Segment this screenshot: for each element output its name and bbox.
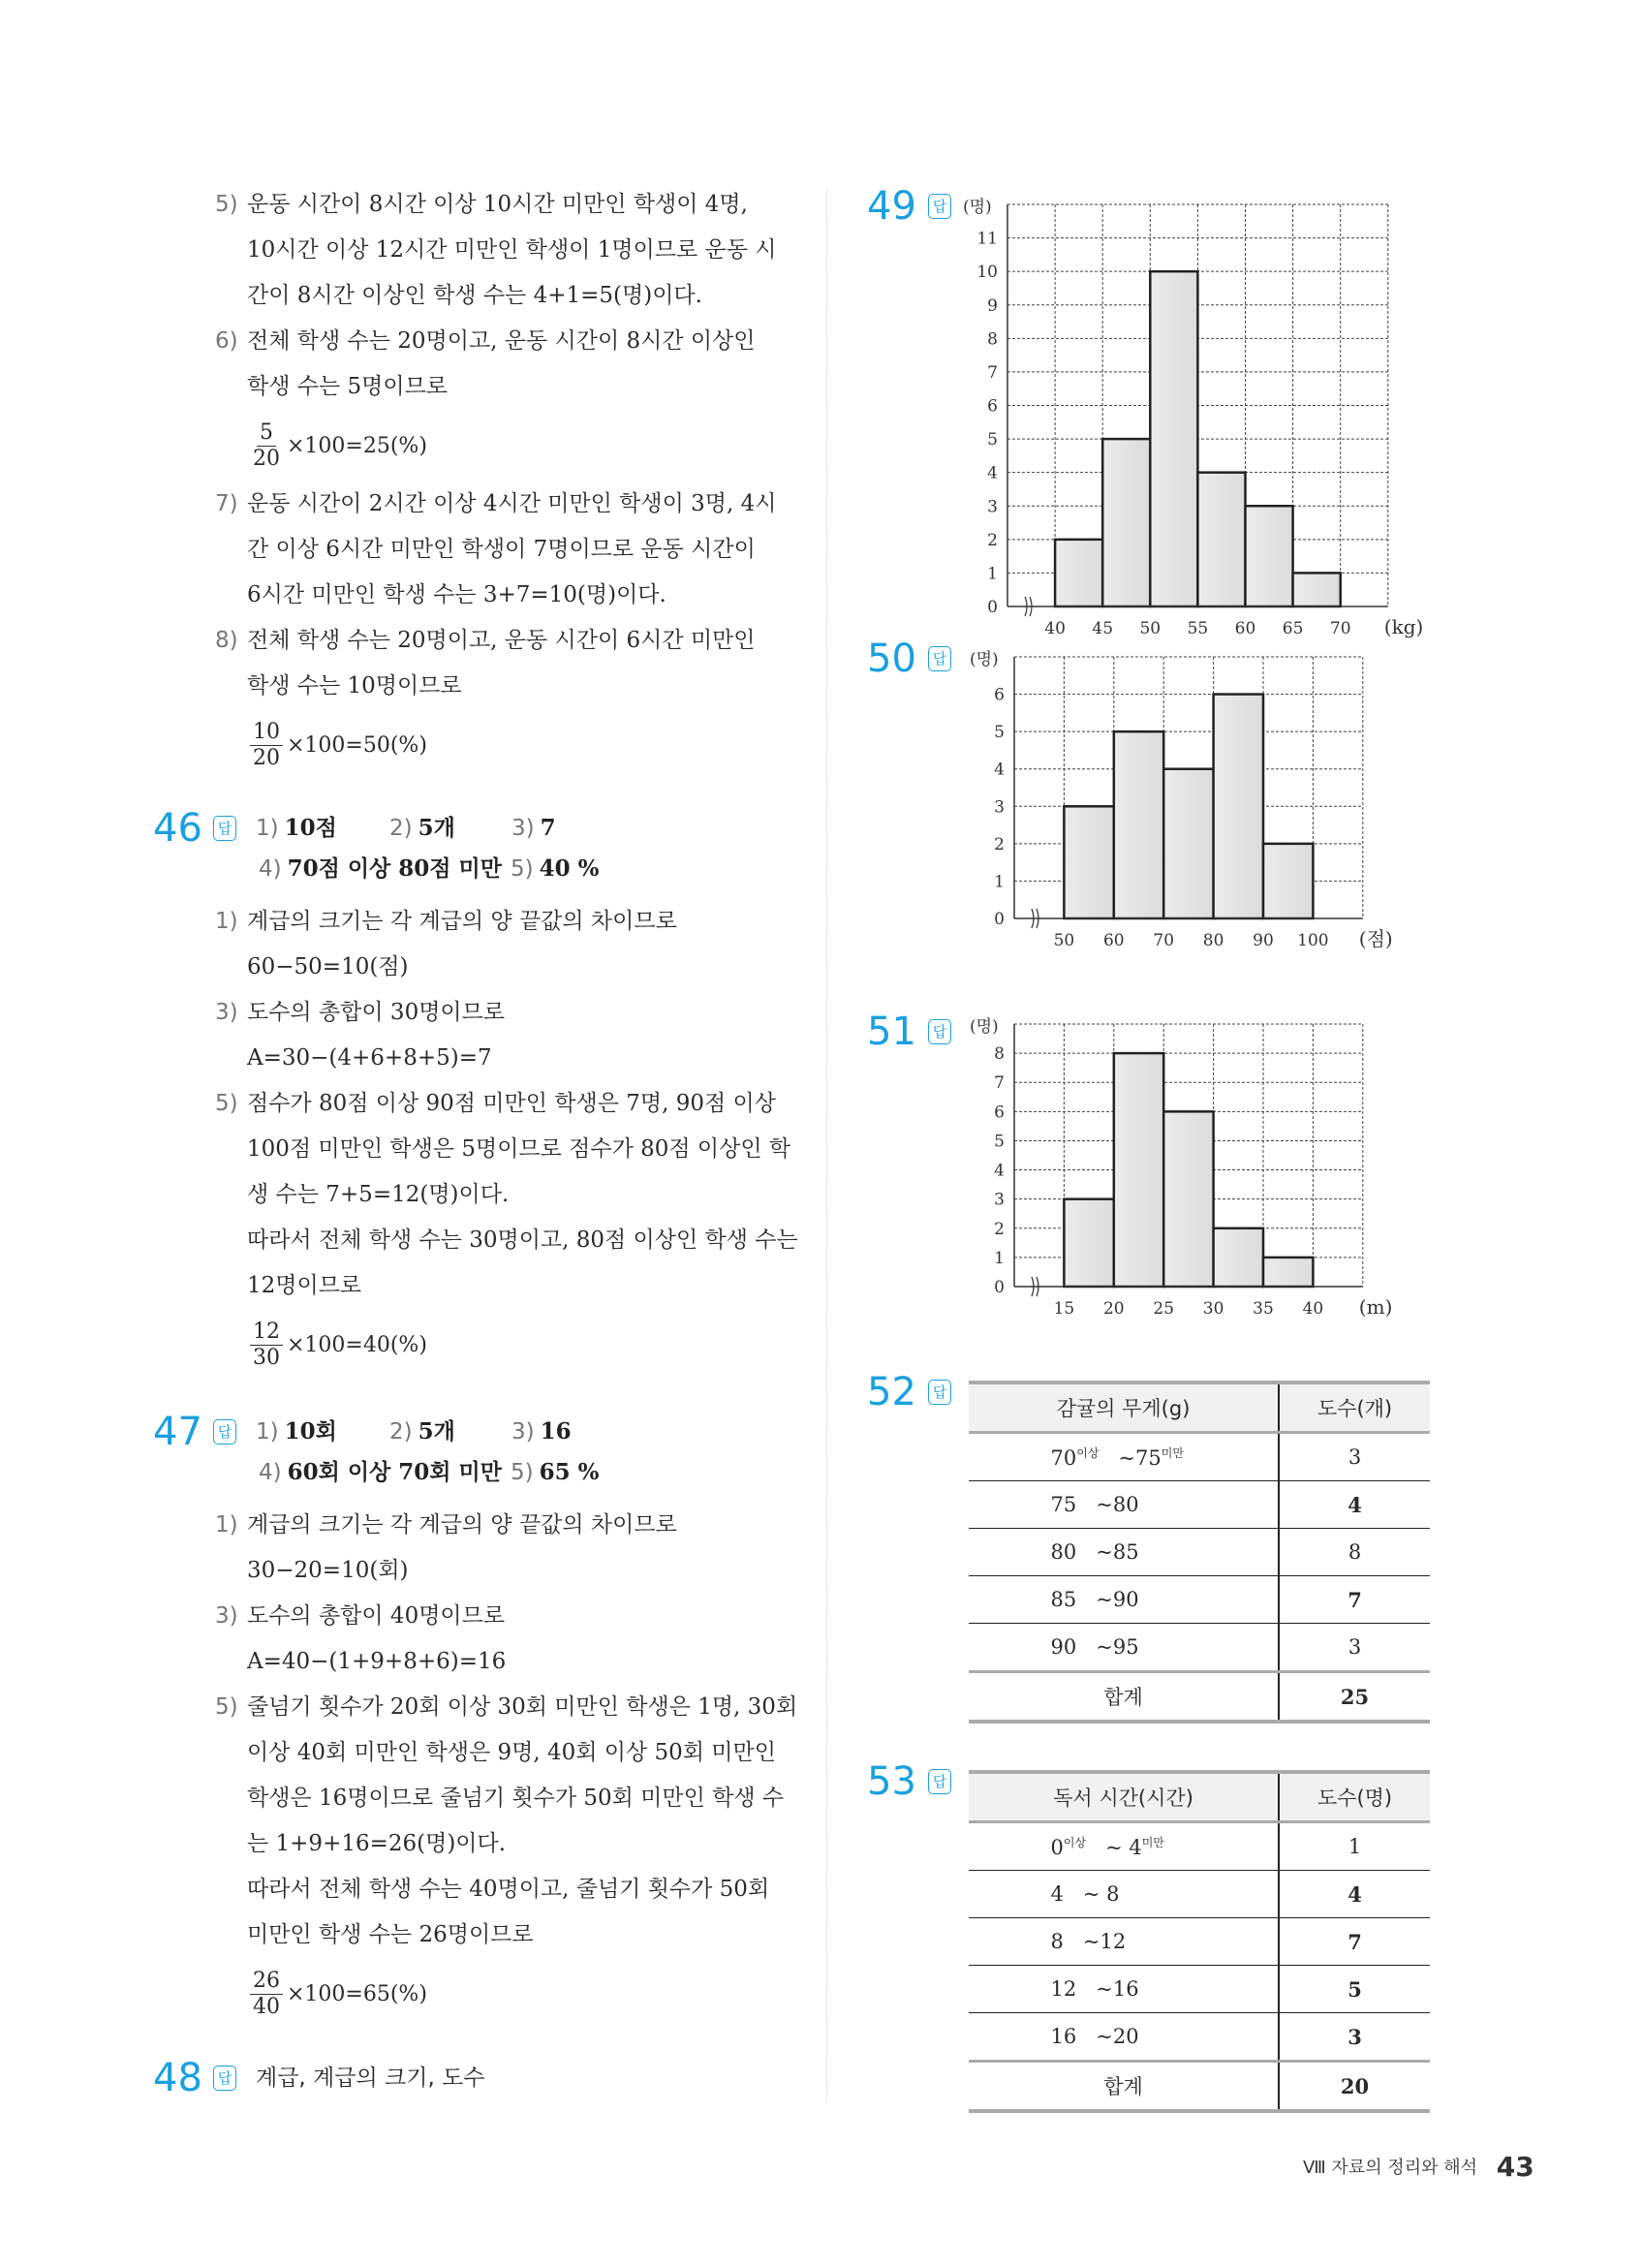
x-tick-label: 35: [1253, 1299, 1274, 1319]
question-number: 48: [153, 2056, 202, 2100]
interval-to: ~16: [1096, 1977, 1139, 2001]
denominator: 30: [253, 1345, 280, 1370]
question-number: 50: [867, 637, 916, 681]
y-tick-label: 8: [994, 1044, 1005, 1065]
y-tick-label: 8: [987, 329, 998, 350]
x-tick-label: 40: [1044, 619, 1066, 638]
interval-from: 70: [1050, 1446, 1077, 1470]
line-text: 따라서 전체 학생 수는 30명이고, 80점 이상인 학생 수는: [247, 1227, 798, 1253]
interval-to: ~75: [1118, 1446, 1162, 1470]
to-label: 미만: [1161, 1446, 1184, 1460]
total-label: 합계: [969, 1672, 1279, 1723]
y-tick-label: 5: [994, 1132, 1005, 1152]
interval-from: 8: [1050, 1930, 1064, 1953]
answer-value: 65 %: [539, 1459, 600, 1485]
total-value: 20: [1279, 2062, 1430, 2112]
histogram-bar: [1064, 806, 1113, 918]
frequency-table-53: [969, 1770, 1430, 2113]
line-text: 30−20=10(회): [247, 1558, 409, 1583]
line-text: 6시간 미만인 학생 수는 3+7=10(명)이다.: [247, 582, 666, 607]
column-header: 도수(명): [1279, 1772, 1430, 1822]
line-text: 는 1+9+16=26(명)이다.: [247, 1831, 507, 1856]
y-axis-unit: (명): [970, 1017, 999, 1037]
frequency: 1: [1279, 1822, 1430, 1871]
from-label: 이상: [1063, 1836, 1087, 1849]
line-text: 생 수는 7+5=12(명)이다.: [247, 1182, 510, 1207]
numerator: 26: [250, 1969, 283, 1995]
histogram-bar: [1102, 439, 1150, 606]
table-row: [969, 1822, 1430, 1871]
x-tick-label: 45: [1092, 619, 1114, 638]
column-header: 감귤의 무게(g): [969, 1383, 1279, 1433]
item-number: 8): [215, 628, 238, 653]
frequency: 3: [1279, 2013, 1430, 2062]
line-text: 학생 수는 5명이므로: [247, 374, 448, 399]
x-tick-label: 55: [1187, 619, 1209, 638]
interval-to: ~95: [1096, 1635, 1139, 1659]
y-tick-label: 5: [994, 723, 1005, 743]
answer-number: 5): [511, 1460, 534, 1485]
y-tick-label: 1: [987, 564, 998, 584]
total-row: [969, 1672, 1430, 1723]
answer-number: 2): [389, 1419, 413, 1445]
line-text: 학생 수는 10명이므로: [247, 673, 462, 699]
page-number: 43: [1496, 2151, 1534, 2183]
class-interval: [969, 2013, 1279, 2062]
answer-badge: 답: [213, 1419, 236, 1445]
from-label: 이상: [1076, 1446, 1100, 1460]
line-text: 도수의 총합이 30명이므로: [247, 1000, 506, 1025]
frequency: 4: [1279, 1481, 1430, 1529]
line-text: A=40−(1+9+8+6)=16: [247, 1649, 507, 1674]
table-row: [969, 1918, 1430, 1966]
answer-number: 4): [259, 856, 282, 882]
histogram-bar: [1214, 1228, 1263, 1287]
table-header-row: [969, 1772, 1430, 1822]
total-value: 25: [1279, 1672, 1430, 1723]
answer-value: 5개: [418, 1418, 455, 1445]
y-tick-label: 6: [987, 396, 998, 417]
x-tick-label: 25: [1153, 1299, 1175, 1319]
answer-number: 1): [256, 816, 279, 841]
x-tick-label: 70: [1329, 619, 1351, 638]
table-row: [969, 1624, 1430, 1672]
table-row: [969, 1966, 1430, 2013]
y-tick-label: 2: [994, 1219, 1005, 1239]
class-interval: [969, 1918, 1279, 1966]
class-interval: [969, 1481, 1279, 1529]
frequency: 4: [1279, 1871, 1430, 1918]
y-tick-label: 1: [994, 872, 1005, 892]
numerator: 10: [250, 720, 283, 746]
question-number: 51: [867, 1010, 916, 1054]
numerator: 12: [250, 1320, 283, 1346]
line-text: 미만인 학생 수는 26명이므로: [247, 1922, 534, 1947]
interval-from: 85: [1050, 1588, 1077, 1611]
answer-number: 5): [511, 856, 534, 882]
interval-from: 16: [1050, 2025, 1077, 2048]
y-tick-label: 2: [994, 834, 1005, 854]
equation-rest: ×100=65(%): [287, 1981, 427, 2006]
equation-rest: ×100=40(%): [287, 1332, 427, 1357]
answer-value: 60회 이상 70회 미만: [287, 1459, 502, 1485]
answer-text: 계급, 계급의 크기, 도수: [256, 2066, 485, 2091]
line-text: 10시간 이상 12시간 미만인 학생이 1명이므로 운동 시: [247, 237, 777, 263]
total-label: 합계: [969, 2062, 1279, 2112]
interval-to: ~90: [1096, 1588, 1139, 1611]
histogram-bar: [1150, 271, 1197, 606]
item-number: 1): [215, 1512, 238, 1538]
page-footer: [1303, 2151, 1534, 2183]
item-number: 5): [215, 1694, 238, 1720]
column-header: 독서 시간(시간): [969, 1772, 1279, 1822]
denominator: 20: [253, 446, 280, 471]
line-text: 계급의 크기는 각 계급의 양 끝값의 차이므로: [247, 909, 677, 934]
interval: [1051, 1445, 1196, 1470]
y-tick-label: 7: [994, 1073, 1005, 1094]
interval: [1051, 1930, 1196, 1953]
class-interval: [969, 1433, 1279, 1481]
line-text: 60−50=10(점): [247, 954, 409, 979]
item-number: 3): [215, 1603, 238, 1629]
answer-number: 3): [511, 1419, 535, 1445]
histogram-bar: [1214, 695, 1263, 918]
answer-value: 10점: [284, 815, 337, 841]
table-row: [969, 1529, 1430, 1576]
question-number: 49: [867, 184, 916, 229]
class-interval: [969, 1529, 1279, 1576]
class-interval: [969, 1576, 1279, 1624]
interval-from: 75: [1050, 1493, 1077, 1516]
x-tick-label: 90: [1253, 931, 1274, 950]
item-number: 1): [215, 909, 238, 934]
question-number: 46: [153, 806, 202, 851]
x-tick-label: 100: [1297, 931, 1329, 950]
y-tick-label: 4: [994, 760, 1005, 780]
histogram-bar: [1163, 1111, 1213, 1287]
line-text: 계급의 크기는 각 계급의 양 끝값의 차이므로: [247, 1512, 677, 1538]
question-52: [867, 1370, 947, 1414]
interval-from: 0: [1050, 1836, 1064, 1859]
y-tick-label: 7: [987, 362, 998, 383]
x-axis-unit: (점): [1358, 927, 1393, 950]
answer-badge: 답: [928, 1019, 951, 1044]
chapter-title: Ⅷ 자료의 정리와 해석: [1303, 2158, 1477, 2178]
line-text: 도수의 총합이 40명이므로: [247, 1603, 506, 1629]
histogram-bar: [1163, 769, 1213, 918]
frequency: 3: [1279, 1433, 1430, 1481]
answer-value: 5개: [418, 815, 455, 841]
histogram-bar: [1055, 540, 1102, 606]
interval-to: ~ 4: [1105, 1836, 1142, 1859]
line-text: 전체 학생 수는 20명이고, 운동 시간이 6시간 미만인: [247, 628, 756, 653]
answer-value: 10회: [284, 1418, 337, 1445]
histogram-bar: [1197, 473, 1245, 606]
answer-number: 2): [389, 816, 413, 841]
line-text: 따라서 전체 학생 수는 40명이고, 줄넘기 횟수가 50회: [247, 1877, 770, 1902]
table-header-row: [969, 1383, 1430, 1433]
line-text: 운동 시간이 2시간 이상 4시간 미만인 학생이 3명, 4시: [247, 491, 777, 516]
answer-value: 7: [540, 815, 556, 841]
item-number: 7): [215, 491, 238, 516]
x-tick-label: 50: [1139, 619, 1162, 638]
line-text: 운동 시간이 8시간 이상 10시간 미만인 학생이 4명,: [247, 192, 748, 217]
interval-to: ~80: [1096, 1493, 1139, 1516]
x-tick-label: 60: [1102, 931, 1125, 950]
answer-badge: 답: [928, 1380, 951, 1405]
y-tick-label: 4: [987, 463, 998, 483]
class-interval: [969, 1822, 1279, 1871]
denominator: 40: [253, 1994, 280, 2019]
interval-from: 90: [1050, 1635, 1077, 1659]
question-number: 52: [867, 1370, 916, 1414]
x-axis-unit: (m): [1358, 1295, 1393, 1319]
item-number: 5): [215, 1091, 238, 1116]
line-text: 12명이므로: [247, 1273, 362, 1298]
class-interval: [969, 1871, 1279, 1918]
interval: [1051, 1588, 1196, 1611]
table-row: [969, 1481, 1430, 1529]
table-row: [969, 1871, 1430, 1918]
y-axis-unit: (명): [970, 650, 999, 669]
x-tick-label: 40: [1302, 1299, 1324, 1319]
x-tick-label: 65: [1282, 619, 1304, 638]
answer-badge: 답: [213, 2066, 236, 2091]
y-tick-label: 1: [994, 1248, 1005, 1268]
interval-to: ~ 8: [1082, 1882, 1120, 1906]
table-row: [969, 1576, 1430, 1624]
y-tick-label: 6: [994, 685, 1005, 705]
equation-rest: ×100=50(%): [287, 732, 427, 758]
class-interval: [969, 1624, 1279, 1672]
histogram-bar: [1293, 573, 1341, 606]
y-tick-label: 9: [987, 295, 998, 316]
line-text: 학생은 16명이므로 줄넘기 횟수가 50회 미만인 학생 수: [247, 1786, 785, 1811]
y-tick-label: 2: [987, 530, 998, 550]
y-tick-label: 0: [994, 1278, 1005, 1297]
x-tick-label: 70: [1153, 931, 1175, 950]
question-number: 47: [153, 1410, 202, 1454]
x-axis-unit: (kg): [1383, 615, 1424, 638]
interval: [1051, 1977, 1196, 2001]
answer-number: 4): [259, 1460, 282, 1485]
line-text: A=30−(4+6+8+5)=7: [247, 1045, 492, 1071]
x-tick-label: 60: [1234, 619, 1256, 638]
question-53: [867, 1759, 947, 1804]
interval-to: ~20: [1096, 2025, 1139, 2048]
x-tick-label: 30: [1202, 1299, 1224, 1319]
interval: [1051, 1540, 1196, 1564]
y-tick-label: 6: [994, 1103, 1005, 1123]
item-number: 6): [215, 328, 238, 354]
interval-from: 80: [1050, 1540, 1077, 1564]
y-tick-label: 3: [994, 1190, 1005, 1210]
interval: [1051, 1834, 1196, 1859]
frequency: 7: [1279, 1918, 1430, 1966]
answer-badge: 답: [928, 1769, 951, 1794]
y-tick-label: 10: [976, 263, 998, 283]
answer-badge: 답: [213, 816, 236, 841]
denominator: 20: [253, 745, 280, 770]
histogram-bar: [1263, 1258, 1313, 1287]
y-axis-unit: (명): [963, 198, 992, 217]
line-text: 줄넘기 횟수가 20회 이상 30회 미만인 학생은 1명, 30회: [247, 1694, 798, 1720]
line-text: 이상 40회 미만인 학생은 9명, 40회 이상 50회 미만인: [247, 1740, 776, 1765]
numerator: 5: [257, 420, 276, 447]
interval-to: ~85: [1096, 1540, 1139, 1564]
line-text: 간 이상 6시간 미만인 학생이 7명이므로 운동 시간이: [247, 537, 756, 562]
line-text: 전체 학생 수는 20명이고, 운동 시간이 8시간 이상인: [247, 328, 756, 354]
equation-rest: ×100=25(%): [287, 433, 427, 458]
class-interval: [969, 1966, 1279, 2013]
histogram-bar: [1246, 506, 1293, 606]
interval-from: 12: [1050, 1977, 1077, 2001]
question-number: 53: [867, 1759, 916, 1804]
x-tick-label: 20: [1102, 1299, 1125, 1319]
answer-number: 3): [511, 816, 535, 841]
line-text: 점수가 80점 이상 90점 미만인 학생은 7명, 90점 이상: [247, 1091, 776, 1116]
y-tick-label: 11: [976, 229, 998, 249]
line-text: 간이 8시간 이상인 학생 수는 4+1=5(명)이다.: [247, 283, 702, 308]
table-row: [969, 1433, 1430, 1481]
frequency: 7: [1279, 1576, 1430, 1624]
y-tick-label: 4: [994, 1161, 1005, 1181]
answer-badge: 답: [928, 646, 951, 671]
y-tick-label: 3: [994, 797, 1005, 818]
histogram-bar: [1114, 731, 1163, 918]
interval: [1051, 1635, 1196, 1659]
interval: [1051, 1882, 1196, 1906]
frequency: 8: [1279, 1529, 1430, 1576]
column-header: 도수(개): [1279, 1383, 1430, 1433]
frequency: 5: [1279, 1966, 1430, 2013]
histogram-bar: [1064, 1199, 1113, 1287]
y-tick-label: 3: [987, 497, 998, 517]
answer-value: 40 %: [539, 855, 600, 882]
answer-value: 16: [540, 1418, 572, 1445]
interval-to: ~12: [1082, 1930, 1127, 1953]
total-row: [969, 2062, 1430, 2112]
answer-badge: 답: [928, 194, 951, 219]
y-tick-label: 0: [994, 910, 1005, 929]
answer-number: 1): [256, 1419, 279, 1445]
x-tick-label: 80: [1202, 931, 1224, 950]
x-tick-label: 15: [1053, 1299, 1075, 1319]
interval-from: 4: [1050, 1882, 1064, 1906]
table-row: [969, 2013, 1430, 2062]
line-text: 100점 미만인 학생은 5명이므로 점수가 80점 이상인 학: [247, 1136, 791, 1162]
to-label: 미만: [1141, 1836, 1164, 1849]
frequency: 3: [1279, 1624, 1430, 1672]
interval: [1051, 1493, 1196, 1516]
y-tick-label: 0: [987, 598, 998, 617]
frequency-table-52: [969, 1381, 1430, 1724]
y-tick-label: 5: [987, 430, 998, 450]
histogram-bar: [1114, 1053, 1163, 1287]
item-number: 5): [215, 192, 238, 217]
x-tick-label: 50: [1053, 931, 1075, 950]
interval: [1051, 2025, 1196, 2048]
item-number: 3): [215, 1000, 238, 1025]
histogram-bar: [1263, 844, 1313, 918]
answer-value: 70점 이상 80점 미만: [287, 855, 502, 882]
